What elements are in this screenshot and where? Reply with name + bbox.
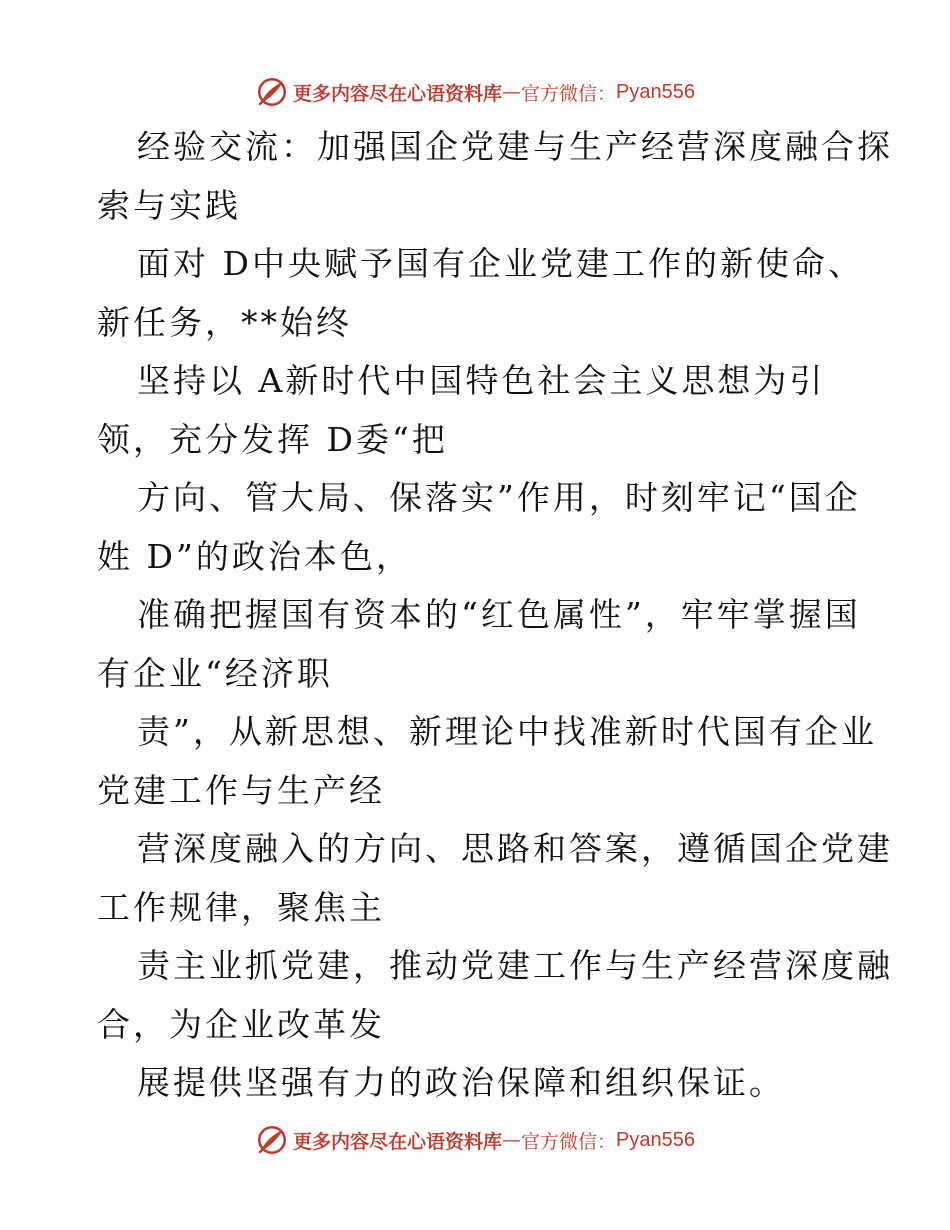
body-line: 责”，从新思想、新理论中找准新时代国有企业 — [137, 712, 877, 751]
body-line: 新任务，**始终 — [97, 302, 352, 342]
body-line: 面对 D中央赋予国有企业党建工作的新使命、 — [137, 244, 864, 283]
body-line: 有企业“经济职 — [97, 653, 333, 693]
body-line: 营深度融入的方向、思路和答案，遵循国企党建 — [137, 829, 893, 868]
body-line: 工作规律，聚焦主 — [97, 887, 385, 927]
body-line: 方向、管大局、保落实”作用，时刻牢记“国企 — [137, 478, 861, 517]
watermark-site-text: 更多内容尽在心语资料库 — [293, 82, 503, 105]
watermark-separator: — — [502, 1129, 522, 1151]
pen-logo-icon — [255, 75, 289, 109]
watermark-wechat-id: Pyan556 — [616, 80, 695, 103]
watermark-wechat-label: 官方微信： — [521, 82, 617, 105]
body-line: 准确把握国有资本的“红色属性”，牢牢掌握国 — [137, 595, 861, 634]
pen-logo-icon — [255, 1123, 289, 1157]
body-line: 责主业抓党建，推动党建工作与生产经营深度融 — [137, 946, 893, 985]
body-line: 党建工作与生产经 — [97, 770, 385, 810]
footer-watermark — [0, 1120, 950, 1160]
watermark-site-text: 更多内容尽在心语资料库 — [293, 1130, 503, 1153]
title-line-2: 索与实践 — [97, 185, 241, 225]
body-line: 合，为企业改革发 — [97, 1004, 385, 1044]
body-line: 姓 D”的政治本色， — [97, 536, 412, 576]
document-body — [97, 118, 893, 1113]
title-line-1: 经验交流：加强国企党建与生产经营深度融合探 — [137, 127, 893, 166]
watermark-separator: — — [502, 81, 522, 103]
body-line: 展提供坚强有力的政治保障和组织保证。 — [137, 1063, 785, 1102]
watermark-wechat-label: 官方微信： — [521, 1130, 617, 1153]
header-watermark — [0, 72, 950, 112]
body-line: 领，充分发挥 D委“把 — [97, 419, 448, 459]
body-line: 坚持以 A新时代中国特色社会主义思想为引 — [137, 361, 826, 400]
watermark-wechat-id: Pyan556 — [616, 1128, 695, 1151]
